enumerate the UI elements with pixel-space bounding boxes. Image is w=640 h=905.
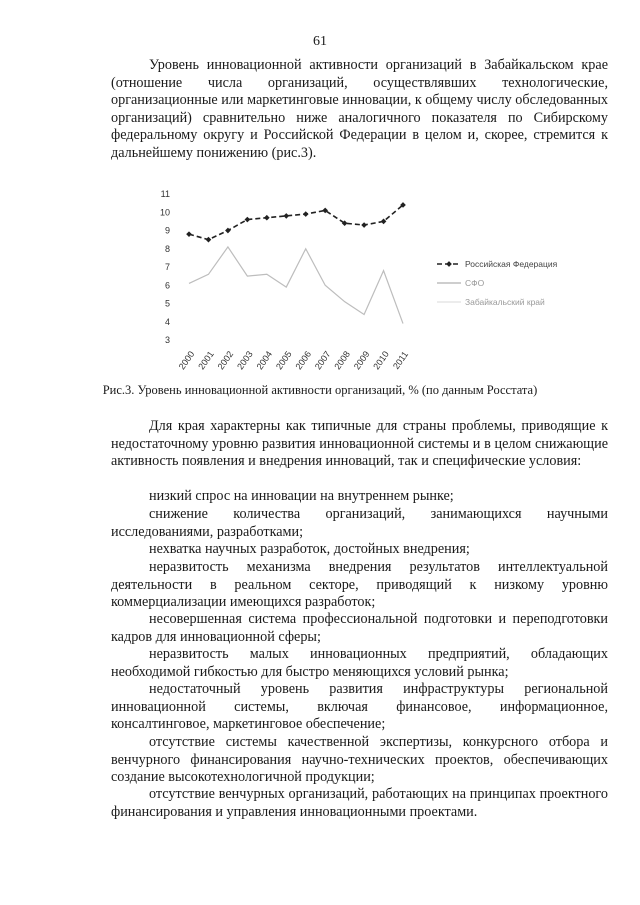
x-tick-label: 2005 bbox=[273, 349, 294, 372]
x-tick-label: 2000 bbox=[176, 349, 197, 372]
y-tick-label: 7 bbox=[164, 262, 170, 272]
series-line bbox=[189, 205, 403, 240]
data-point bbox=[381, 219, 387, 225]
intro-paragraph: Уровень инновационной активности организаций в Забайкальском крае (отношение числа организаций, осуществлявших технологические, организационные или маркетинговые инновации, к общему числу обследованных организаций) сравнительно ниже аналогичного показателя по Сибирскому федеральному округу и Российской Федерации в целом и, скорее, стремится к дальнейшему понижению (рис.3). bbox=[111, 57, 608, 161]
data-point bbox=[283, 213, 289, 219]
condition-item: нехватка научных разработок, достойных внедрения; bbox=[149, 541, 470, 557]
series-line bbox=[189, 247, 403, 324]
legend-label: Российская Федерация bbox=[465, 259, 558, 269]
x-tick-label: 2009 bbox=[351, 349, 372, 372]
y-tick-label: 5 bbox=[164, 298, 170, 309]
condition-item: недостаточный уровень развития инфраструктуры региональной инновационной системы, включая финансовое, информационное, консалтинговое, маркетинговое обеспечение; bbox=[111, 681, 608, 732]
conditions-intro: Для края характерны как типичные для страны проблемы, приводящие к недостаточному уровню развития инновационной системы и в целом снижающие активность появления и внедрения инноваций, так и специфические условия: bbox=[111, 418, 608, 469]
data-point bbox=[206, 237, 212, 243]
y-tick-label: 6 bbox=[164, 280, 170, 291]
condition-item: отсутствие системы качественной экспертизы, конкурсного отбора и венчурного финансирования научно-технических проектов, обеспечивающих создание высокотехнологичной продукции; bbox=[111, 734, 608, 785]
chart-legend bbox=[437, 259, 558, 307]
data-point bbox=[361, 222, 367, 228]
x-tick-label: 2004 bbox=[254, 349, 275, 372]
condition-item: неразвитость малых инновационных предприятий, обладающих необходимой гибкостью для быстро меняющихся условий рынка; bbox=[111, 646, 608, 680]
y-tick-label: 10 bbox=[159, 207, 170, 218]
x-tick-label: 2007 bbox=[312, 349, 333, 372]
figure-caption: Рис.3. Уровень инновационной активности организаций, % (по данным Росстата) bbox=[102, 383, 538, 397]
y-tick-label: 4 bbox=[164, 316, 170, 327]
chart-series bbox=[186, 202, 406, 323]
legend-marker bbox=[446, 261, 452, 267]
condition-item: несовершенная система профессиональной подготовки и переподготовки кадров для инновационной сферы; bbox=[111, 611, 608, 645]
y-tick-label: 11 bbox=[160, 189, 170, 199]
x-tick-label: 2001 bbox=[196, 349, 216, 372]
data-point bbox=[245, 217, 251, 223]
innovation-activity-chart bbox=[140, 178, 600, 383]
x-tick-label: 2002 bbox=[215, 349, 236, 372]
x-axis bbox=[177, 349, 410, 371]
x-tick-label: 2008 bbox=[332, 349, 353, 372]
condition-item: снижение количества организаций, занимающихся научными исследованиями, разработками; bbox=[111, 506, 608, 540]
x-tick-label: 2003 bbox=[235, 349, 255, 372]
legend-label: Забайкальский край bbox=[465, 297, 545, 307]
y-tick-label: 8 bbox=[164, 243, 170, 254]
data-point bbox=[186, 231, 192, 237]
x-tick-label: 2011 bbox=[390, 349, 411, 372]
data-point bbox=[303, 211, 309, 217]
condition-item: отсутствие венчурных организаций, работающих на принципах проектного финансирования и управления инновационными проектами. bbox=[111, 786, 608, 820]
legend-label: СФО bbox=[465, 278, 485, 288]
data-point bbox=[264, 215, 270, 221]
condition-item: низкий спрос на инновации на внутреннем рынке; bbox=[149, 488, 454, 504]
y-axis bbox=[160, 189, 170, 345]
page-number: 61 bbox=[313, 34, 327, 49]
y-tick-label: 9 bbox=[164, 225, 170, 236]
condition-item: неразвитость механизма внедрения результатов интеллектуальной деятельности в реальном секторе, приводящий к низкому уровню коммерциализации имеющихся разработок; bbox=[111, 559, 608, 610]
x-tick-label: 2010 bbox=[371, 349, 391, 372]
x-tick-label: 2006 bbox=[293, 349, 314, 372]
y-tick-label: 3 bbox=[164, 335, 170, 345]
